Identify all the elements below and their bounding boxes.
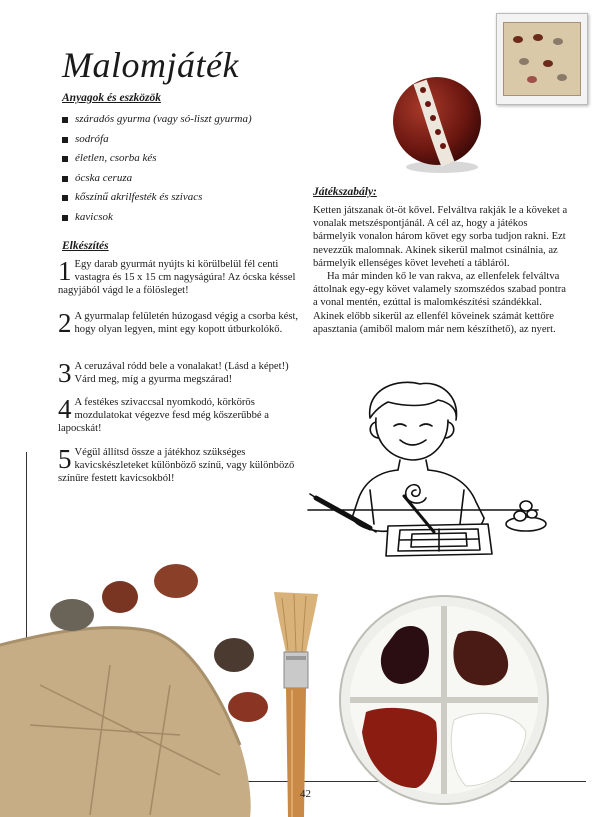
rules-paragraph: Ketten játszanak öt-öt kővel. Felváltva rakják le a köveket a vonalak metszéspontjánál. A cél az, hogy a játékos bármelyik vonalon három követ egy sorba tudjon rakni. Ezt nevezzük malomnak. Akinek sikerül malmot csinálnia, az bármelyik ellenséges követ levehetí a tábláról. — [313, 205, 568, 269]
step-number: 1 — [58, 256, 72, 286]
materials-list — [62, 113, 252, 230]
rules-heading: Játékszabály: — [313, 186, 377, 198]
rules-paragraph: Ha már minden kő le van rakva, az ellenfelek felváltva áttolnak egy-egy követ valamely szomszédos szabad pontra a vonal mentén, ezúttal is malomkészítési szándékkal. — [313, 271, 566, 309]
list-item: ócska ceruza — [62, 172, 252, 192]
step-number: 5 — [58, 444, 72, 474]
list-item: életlen, csorba kés — [62, 152, 252, 172]
step-3 — [58, 360, 300, 386]
rules-text — [313, 204, 568, 336]
list-item: kőszínű akrilfesték és szivacs — [62, 191, 252, 211]
step-5 — [58, 446, 300, 485]
rules-paragraph: Akinek előbb sikerül az ellenfél köveinek számát kettőre apasztania (amiből malom már nem készíthető), az nyert. — [313, 310, 556, 335]
preparation-heading: Elkészítés — [62, 240, 109, 252]
step-1 — [58, 258, 300, 297]
step-text: A gyurmalap felületén húzogasd végig a csorba kést, hogy olyan legyen, mint egy kopott útburkolókő. — [74, 311, 299, 335]
step-text: Végül állítsd össze a játékhoz szükséges kavicskészleteket különböző színű, vagy különböző színűre festett kavicsokból! — [58, 447, 295, 484]
board-thumbnail-image — [496, 13, 588, 105]
paint-brush-image — [264, 590, 324, 817]
materials-heading: Anyagok és eszközök — [62, 92, 162, 104]
step-number: 2 — [58, 308, 72, 338]
step-text: A ceruzával ródd bele a vonalakat! (Lásd a képet!) Várd meg, míg a gyurma megszárad! — [74, 361, 289, 385]
list-item: sodrófa — [62, 133, 252, 153]
step-text: A festékes szivaccsal nyomkodó, körkörös mozdulatokat végezve fesd még kőszerűbbé a lapocskát! — [58, 397, 269, 434]
list-item: kavicsok — [62, 211, 252, 231]
child-drawing-illustration — [308, 378, 558, 563]
step-4 — [58, 396, 300, 435]
list-item: száradós gyurma (vagy só-liszt gyurma) — [62, 113, 252, 133]
clay-ball-image — [390, 74, 490, 174]
page-title: Malomjáték — [62, 45, 239, 85]
step-text: Egy darab gyurmát nyújts ki körülbelül fél centi vastagra és 15 x 15 cm nagyságúra! Az ócska késsel nagyjából vágd le a fölösleget! — [58, 259, 296, 296]
step-2 — [58, 310, 300, 336]
page-number: 42 — [300, 788, 311, 800]
step-number: 4 — [58, 394, 72, 424]
paint-palette-image — [336, 592, 556, 812]
step-number: 3 — [58, 358, 72, 388]
